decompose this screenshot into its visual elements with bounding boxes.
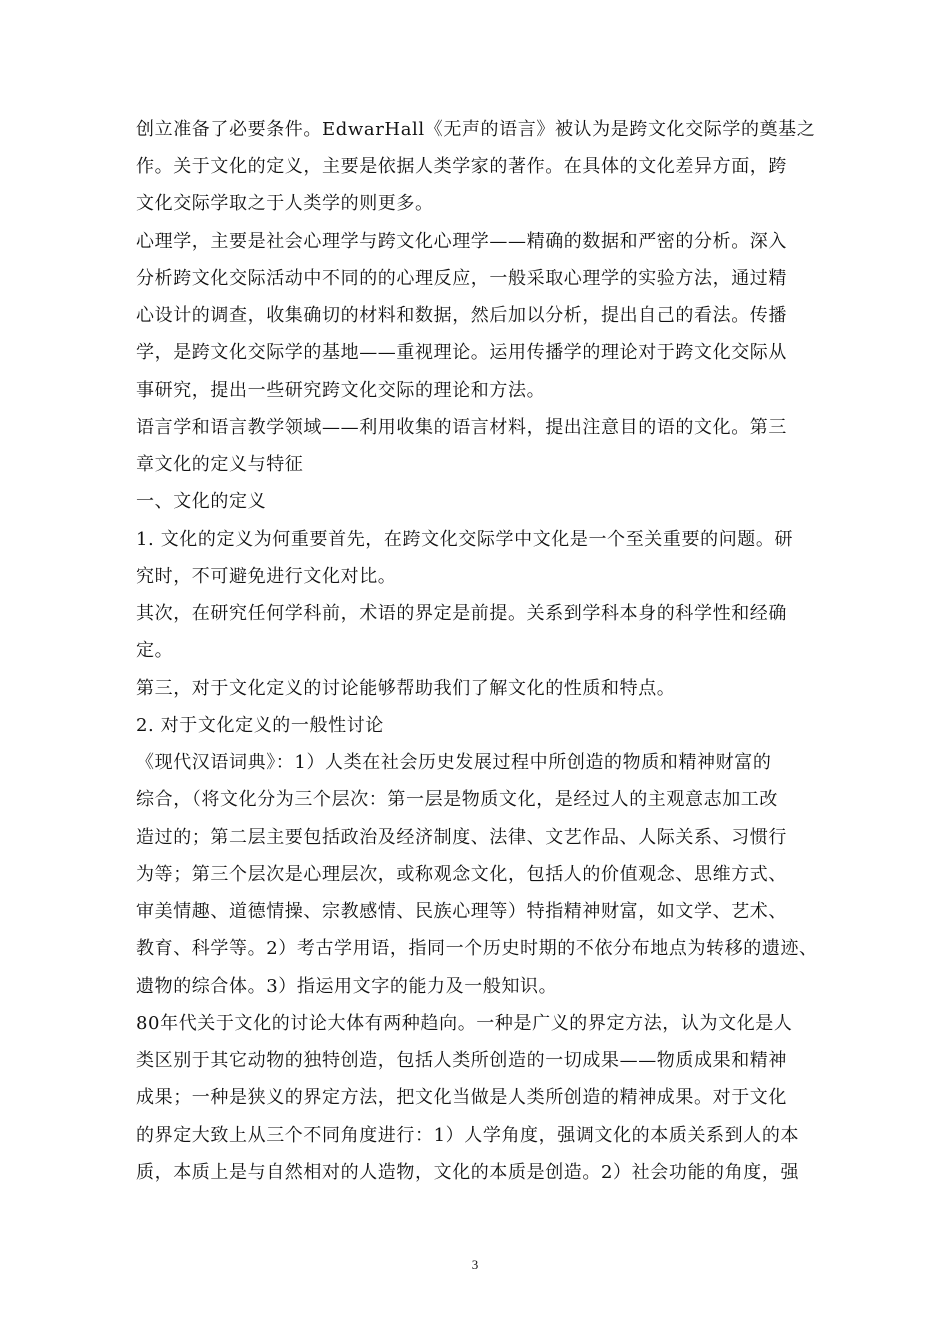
- text-line: 作。关于文化的定义，主要是依据人类学家的著作。在具体的文化差异方面，跨: [136, 156, 787, 177]
- text-line: 事研究，提出一些研究跨文化交际的理论和方法。: [136, 380, 546, 401]
- text-line: 80年代关于文化的讨论大体有两种趋向。一种是广义的界定方法，认为文化是人: [136, 1013, 793, 1034]
- text-line: 究时，不可避免进行文化对比。: [136, 566, 397, 587]
- text-line: 章文化的定义与特征: [136, 454, 304, 475]
- text-line: 心理学，主要是社会心理学与跨文化心理学——精确的数据和严密的分析。深入: [136, 231, 787, 252]
- text-line: 类区别于其它动物的独特创造，包括人类所创造的一切成果——物质成果和精神: [136, 1050, 787, 1071]
- text-line: 定。: [136, 640, 174, 661]
- section-heading: 一、文化的定义: [136, 491, 267, 512]
- text-line: 为等；第三个层次是心理层次，或称观念文化，包括人的价值观念、思维方式、: [136, 864, 787, 885]
- text-line: 分析跨文化交际活动中不同的的心理反应，一般采取心理学的实验方法，通过精: [136, 268, 787, 289]
- text-line: 教育、科学等。2）考古学用语，指同一个历史时期的不依分布地点为转移的遗迹、: [136, 938, 818, 959]
- text-line: 综合，（将文化分为三个层次：第一层是物质文化，是经过人的主观意志加工改: [136, 789, 778, 810]
- text-line: 创立准备了必要条件。EdwarHall《无声的语言》被认为是跨文化交际学的奠基之: [136, 119, 816, 140]
- text-line: 心设计的调查，收集确切的材料和数据，然后加以分析，提出自己的看法。传播: [136, 305, 787, 326]
- text-line: 第三，对于文化定义的讨论能够帮助我们了解文化的性质和特点。: [136, 678, 676, 699]
- text-line: 学，是跨文化交际学的基地——重视理论。运用传播学的理论对于跨文化交际从: [136, 342, 787, 363]
- text-line: 文化交际学取之于人类学的则更多。: [136, 193, 434, 214]
- text-line: 审美情趣、道德情操、宗教感情、民族心理等）特指精神财富，如文学、艺术、: [136, 901, 787, 922]
- text-line: 造过的；第二层主要包括政治及经济制度、法律、文艺作品、人际关系、习惯行: [136, 827, 787, 848]
- text-line: 《现代汉语词典》：1）人类在社会历史发展过程中所创造的物质和精神财富的: [136, 752, 772, 773]
- text-line: 成果；一种是狭义的界定方法，把文化当做是人类所创造的精神成果。对于文化: [136, 1087, 787, 1108]
- text-line: 语言学和语言教学领域——利用收集的语言材料，提出注意目的语的文化。第三: [136, 417, 787, 438]
- page-number: 3: [471, 1257, 479, 1272]
- text-line: 质，本质上是与自然相对的人造物，文化的本质是创造。2）社会功能的角度，强: [136, 1162, 800, 1183]
- text-line: 的界定大致上从三个不同角度进行：1）人学角度，强调文化的本质关系到人的本: [136, 1125, 800, 1146]
- text-line: 其次，在研究任何学科前，术语的界定是前提。关系到学科本身的科学性和经确: [136, 603, 787, 624]
- text-line: 遗物的综合体。3）指运用文字的能力及一般知识。: [136, 976, 558, 997]
- subsection-heading: 2. 对于文化定义的一般性讨论: [136, 715, 384, 736]
- text-line: 1. 文化的定义为何重要首先，在跨文化交际学中文化是一个至关重要的问题。研: [136, 529, 794, 550]
